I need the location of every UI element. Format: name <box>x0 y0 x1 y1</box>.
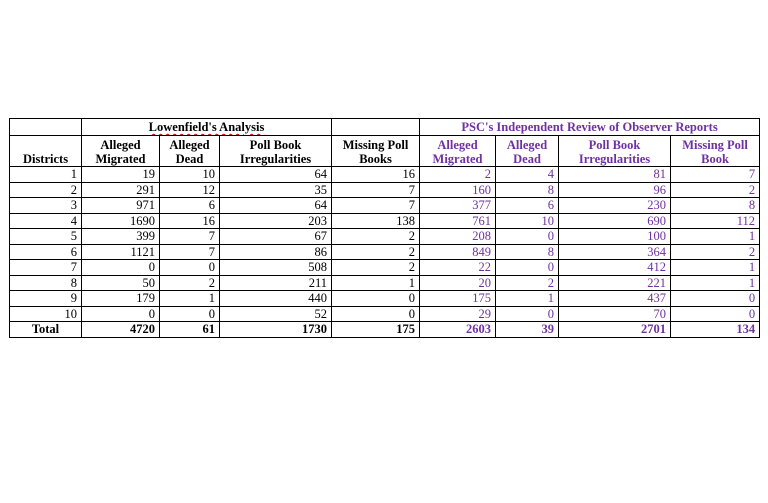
lowenfield-dead-cell: 12 <box>160 182 220 198</box>
psc-migrated-cell: 208 <box>420 229 496 245</box>
district-cell: 3 <box>10 198 82 214</box>
lowenfield-migrated-cell: 1690 <box>82 213 160 229</box>
psc-missing-cell: 1 <box>671 229 760 245</box>
lowenfield-dead-cell: 0 <box>160 306 220 322</box>
district-cell: 9 <box>10 291 82 307</box>
psc-missing-cell: 1 <box>671 275 760 291</box>
psc-dead-cell: 0 <box>496 260 559 276</box>
total-psc-dead: 39 <box>496 322 559 338</box>
table-row <box>10 275 760 291</box>
table-row <box>10 291 760 307</box>
psc-dead-cell: 8 <box>496 182 559 198</box>
psc-pollbook-cell: 221 <box>559 275 671 291</box>
district-cell: 1 <box>10 167 82 183</box>
table-row <box>10 198 760 214</box>
table-row <box>10 229 760 245</box>
psc-pollbook-cell: 437 <box>559 291 671 307</box>
lowenfield-migrated-cell: 179 <box>82 291 160 307</box>
district-cell: 7 <box>10 260 82 276</box>
lowenfield-migrated-cell: 399 <box>82 229 160 245</box>
total-lowenfield-pollbook: 1730 <box>220 322 332 338</box>
psc-migrated-cell: 2 <box>420 167 496 183</box>
group-header-row <box>10 119 760 136</box>
psc-pollbook-cell: 412 <box>559 260 671 276</box>
psc-group-header: PSC's Independent Review of Observer Reports <box>420 119 760 136</box>
psc-pollbook-cell: 364 <box>559 244 671 260</box>
col-lowenfield-pollbook: Poll Book Irregularities <box>220 136 332 167</box>
column-header-row <box>10 136 760 167</box>
psc-missing-cell: 7 <box>671 167 760 183</box>
district-cell: 8 <box>10 275 82 291</box>
lowenfield-dead-cell: 0 <box>160 260 220 276</box>
lowenfield-pollbook-cell: 64 <box>220 198 332 214</box>
missing-pollbooks-cell: 2 <box>332 260 420 276</box>
psc-pollbook-cell: 690 <box>559 213 671 229</box>
psc-missing-cell: 2 <box>671 244 760 260</box>
psc-pollbook-cell: 81 <box>559 167 671 183</box>
total-label: Total <box>10 322 82 338</box>
psc-migrated-cell: 22 <box>420 260 496 276</box>
psc-pollbook-cell: 100 <box>559 229 671 245</box>
psc-dead-cell: 0 <box>496 229 559 245</box>
district-cell: 10 <box>10 306 82 322</box>
missing-pollbooks-cell: 138 <box>332 213 420 229</box>
missing-pollbooks-cell: 0 <box>332 291 420 307</box>
col-lowenfield-migrated: Alleged Migrated <box>82 136 160 167</box>
blank-missing-header-cell <box>332 119 420 136</box>
lowenfield-dead-cell: 1 <box>160 291 220 307</box>
table-row <box>10 306 760 322</box>
lowenfield-migrated-cell: 0 <box>82 260 160 276</box>
psc-missing-cell: 8 <box>671 198 760 214</box>
psc-dead-cell: 2 <box>496 275 559 291</box>
lowenfield-dead-cell: 7 <box>160 244 220 260</box>
psc-migrated-cell: 175 <box>420 291 496 307</box>
district-cell: 2 <box>10 182 82 198</box>
table-row <box>10 244 760 260</box>
table-row <box>10 167 760 183</box>
district-cell: 4 <box>10 213 82 229</box>
col-psc-missing: Missing Poll Book <box>671 136 760 167</box>
lowenfield-migrated-cell: 291 <box>82 182 160 198</box>
missing-pollbooks-cell: 16 <box>332 167 420 183</box>
lowenfield-pollbook-cell: 86 <box>220 244 332 260</box>
lowenfield-group-header <box>82 119 332 136</box>
col-lowenfield-dead: Alleged Dead <box>160 136 220 167</box>
results-table <box>9 118 760 338</box>
lowenfield-pollbook-cell: 440 <box>220 291 332 307</box>
missing-pollbooks-cell: 2 <box>332 229 420 245</box>
lowenfield-pollbook-cell: 508 <box>220 260 332 276</box>
lowenfield-pollbook-cell: 52 <box>220 306 332 322</box>
psc-dead-cell: 10 <box>496 213 559 229</box>
psc-migrated-cell: 377 <box>420 198 496 214</box>
lowenfield-migrated-cell: 19 <box>82 167 160 183</box>
lowenfield-migrated-cell: 971 <box>82 198 160 214</box>
missing-pollbooks-cell: 7 <box>332 198 420 214</box>
results-table-container <box>9 118 759 338</box>
blank-header-cell <box>10 119 82 136</box>
psc-dead-cell: 0 <box>496 306 559 322</box>
psc-dead-cell: 4 <box>496 167 559 183</box>
psc-migrated-cell: 29 <box>420 306 496 322</box>
lowenfield-dead-cell: 2 <box>160 275 220 291</box>
col-psc-dead: Alleged Dead <box>496 136 559 167</box>
total-row <box>10 322 760 338</box>
lowenfield-migrated-cell: 0 <box>82 306 160 322</box>
total-lowenfield-migrated: 4720 <box>82 322 160 338</box>
psc-missing-cell: 1 <box>671 260 760 276</box>
lowenfield-pollbook-cell: 64 <box>220 167 332 183</box>
missing-pollbooks-cell: 2 <box>332 244 420 260</box>
table-row <box>10 260 760 276</box>
psc-pollbook-cell: 70 <box>559 306 671 322</box>
col-psc-pollbook: Poll Book Irregularities <box>559 136 671 167</box>
total-missing-pollbooks: 175 <box>332 322 420 338</box>
total-psc-pollbook: 2701 <box>559 322 671 338</box>
missing-pollbooks-cell: 7 <box>332 182 420 198</box>
table-row <box>10 182 760 198</box>
psc-missing-cell: 0 <box>671 291 760 307</box>
psc-migrated-cell: 20 <box>420 275 496 291</box>
missing-pollbooks-cell: 0 <box>332 306 420 322</box>
lowenfield-migrated-cell: 50 <box>82 275 160 291</box>
psc-pollbook-cell: 96 <box>559 182 671 198</box>
psc-missing-cell: 112 <box>671 213 760 229</box>
lowenfield-pollbook-cell: 211 <box>220 275 332 291</box>
lowenfield-migrated-cell: 1121 <box>82 244 160 260</box>
missing-pollbooks-cell: 1 <box>332 275 420 291</box>
col-districts: Districts <box>10 136 82 167</box>
col-psc-migrated: Alleged Migrated <box>420 136 496 167</box>
psc-pollbook-cell: 230 <box>559 198 671 214</box>
lowenfield-pollbook-cell: 35 <box>220 182 332 198</box>
lowenfield-dead-cell: 6 <box>160 198 220 214</box>
lowenfield-dead-cell: 10 <box>160 167 220 183</box>
lowenfield-pollbook-cell: 67 <box>220 229 332 245</box>
psc-missing-cell: 0 <box>671 306 760 322</box>
lowenfield-title: Lowenfield's Analysis <box>148 120 265 134</box>
district-cell: 5 <box>10 229 82 245</box>
lowenfield-dead-cell: 16 <box>160 213 220 229</box>
psc-missing-cell: 2 <box>671 182 760 198</box>
table-body <box>10 167 760 338</box>
psc-migrated-cell: 160 <box>420 182 496 198</box>
lowenfield-dead-cell: 7 <box>160 229 220 245</box>
psc-dead-cell: 6 <box>496 198 559 214</box>
psc-migrated-cell: 761 <box>420 213 496 229</box>
total-lowenfield-dead: 61 <box>160 322 220 338</box>
total-psc-missing: 134 <box>671 322 760 338</box>
psc-dead-cell: 8 <box>496 244 559 260</box>
psc-dead-cell: 1 <box>496 291 559 307</box>
district-cell: 6 <box>10 244 82 260</box>
total-psc-migrated: 2603 <box>420 322 496 338</box>
table-row <box>10 213 760 229</box>
col-missing-pollbooks: Missing Poll Books <box>332 136 420 167</box>
lowenfield-pollbook-cell: 203 <box>220 213 332 229</box>
psc-migrated-cell: 849 <box>420 244 496 260</box>
